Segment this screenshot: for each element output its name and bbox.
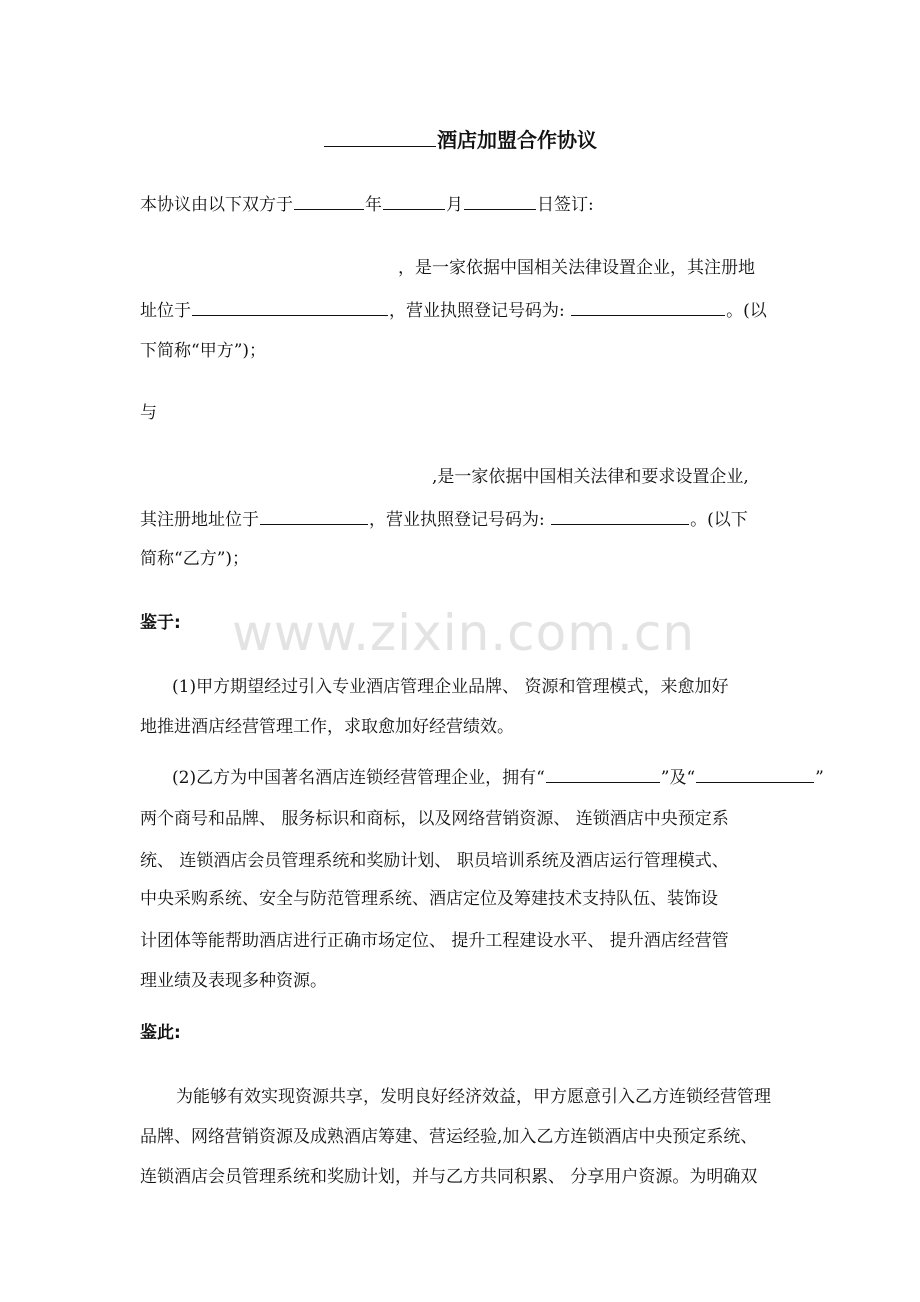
blank-party-b-address (260, 508, 368, 525)
and-word: 与 (140, 403, 157, 423)
item2-text-6: 理业绩及表现多种资源。 (140, 971, 327, 991)
item2-line1 (172, 766, 824, 789)
party-b-line2 (140, 508, 748, 531)
document-title (0, 124, 920, 153)
blank-year (294, 193, 364, 210)
blank-hotel-name (324, 130, 436, 147)
intro-text: 本协议由以下双方于 (140, 195, 293, 215)
party-a-license-label: ，营业执照登记号码为: (389, 301, 565, 321)
party-b-line1 (432, 466, 749, 488)
party-a-alias: 下简称“甲方”)； (140, 341, 267, 361)
party-b-license-label: ，营业执照登记号码为: (369, 510, 545, 530)
final-text-2: 品牌、网络营销资源及成熟酒店筹建、营运经验,加入乙方连锁酒店中央预定系统、 (140, 1127, 758, 1147)
party-b-line3 (140, 548, 249, 570)
whereas-heading-text: 鉴于: (140, 613, 181, 633)
final-text-1: 为能够有效实现资源共享，发明良好经济效益，甲方愿意引入乙方连锁经营管理 (176, 1087, 771, 1107)
whereas-heading (140, 612, 181, 634)
party-b-alias: 简称“乙方”)； (140, 549, 250, 569)
title-text: 酒店加盟合作协议 (437, 128, 597, 152)
item2-text-2: 两个商号和品牌、 服务标识和商标，以及网络营销资源、 连锁酒店中央预定系 (140, 809, 729, 829)
item2-text-1a: (2)乙方为中国著名酒店连锁经营管理企业，拥有“ (172, 768, 545, 788)
party-a-line3 (140, 340, 266, 362)
therefore-heading-text: 鉴此: (140, 1023, 181, 1043)
item2-text-1c: ” (815, 768, 824, 788)
item2-line5 (140, 930, 729, 952)
item2-line6 (140, 970, 327, 992)
item2-text-5: 计团体等能帮助酒店进行正确市场定位、 提升工程建设水平、 提升酒店经营管 (140, 931, 729, 951)
blank-party-a-address (192, 299, 388, 316)
party-b-suffix: 。(以下 (690, 510, 748, 530)
blank-brand-1 (546, 766, 660, 783)
party-a-address-label: 址位于 (140, 301, 191, 321)
party-a-desc: ，是一家依据中国相关法律设置企业，其注册地 (398, 258, 755, 278)
item2-line4 (140, 888, 718, 910)
watermark: www.zixin.com.cn (232, 604, 696, 662)
day-label: 日签订: (537, 195, 594, 215)
intro-line (140, 193, 594, 216)
blank-party-a-license (571, 299, 725, 316)
item2-text-3: 统、 连锁酒店会员管理系统和奖励计划、 职员培训系统及酒店运行管理模式、 (140, 851, 729, 871)
party-a-suffix: 。(以 (726, 301, 767, 321)
item1-text-1: (1)甲方期望经过引入专业酒店管理企业品牌、 资源和管理模式，来愈加好 (172, 677, 729, 697)
blank-party-b-license (551, 508, 689, 525)
item2-line3 (140, 850, 729, 872)
month-label: 月 (446, 195, 463, 215)
party-b-desc: ,是一家依据中国相关法律和要求设置企业, (432, 467, 749, 487)
item2-text-1b: ”及“ (660, 768, 696, 788)
therefore-heading (140, 1022, 181, 1044)
item1-line2 (140, 716, 514, 738)
final-line3 (140, 1166, 757, 1188)
item2-line2 (140, 808, 729, 830)
party-a-line1 (398, 257, 755, 279)
final-text-3: 连锁酒店会员管理系统和奖励计划，并与乙方共同积累、 分享用户资源。为明确双 (140, 1167, 758, 1187)
party-b-address-label: 其注册地址位于 (140, 510, 259, 530)
blank-brand-2 (696, 766, 814, 783)
final-line1 (176, 1086, 771, 1108)
item2-text-4: 中央采购系统、安全与防范管理系统、酒店定位及筹建技术支持队伍、装饰设 (140, 889, 718, 909)
item1-text-2: 地推进酒店经营管理工作，求取愈加好经营绩效。 (140, 717, 514, 737)
final-line2 (140, 1126, 757, 1148)
item1-line1 (172, 676, 728, 698)
party-a-line2 (140, 299, 767, 322)
blank-month (383, 193, 445, 210)
year-label: 年 (365, 195, 382, 215)
blank-day (464, 193, 536, 210)
and-line (140, 402, 157, 424)
